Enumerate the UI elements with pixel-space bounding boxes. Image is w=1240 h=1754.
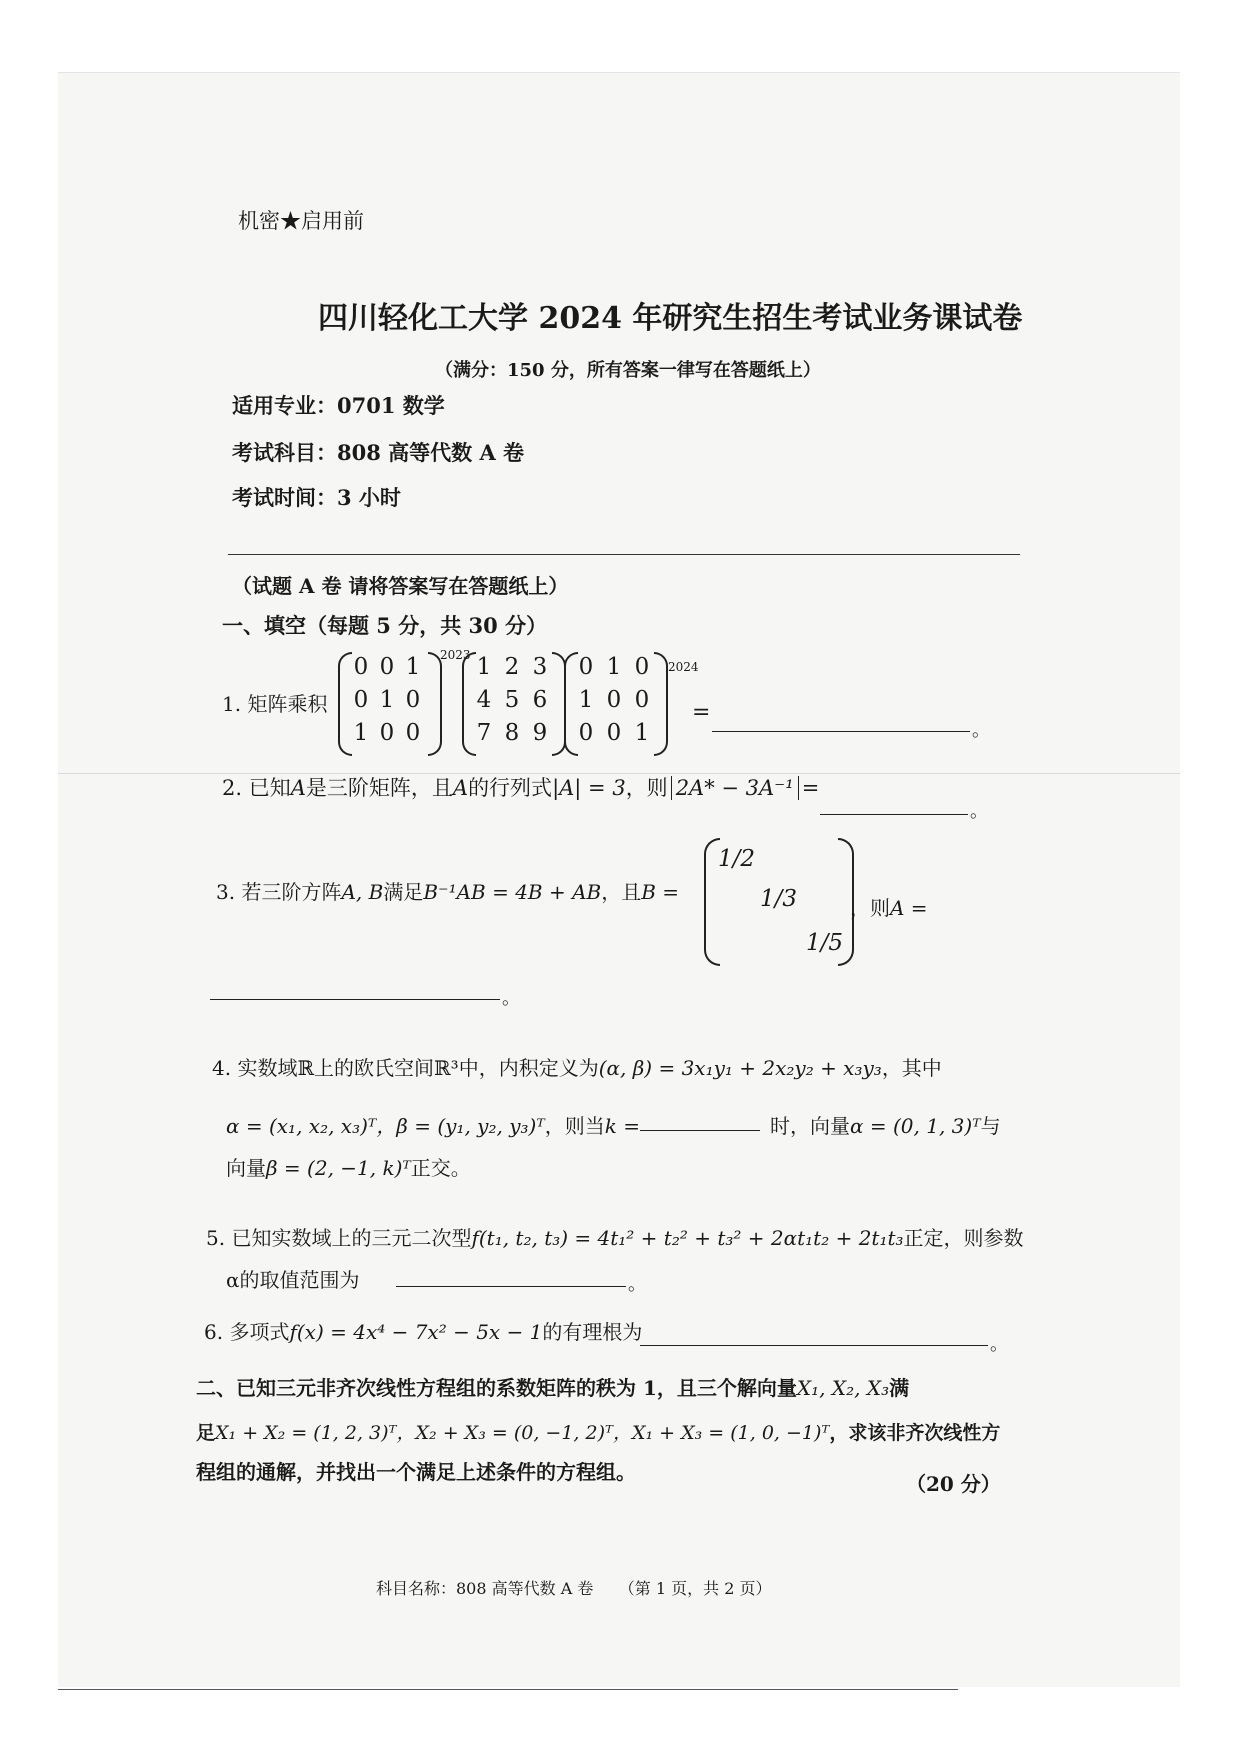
m1-cell: 0	[405, 720, 421, 746]
m2-cell: 1	[476, 654, 492, 680]
q3-B-eq: B =	[641, 880, 680, 904]
m1-cell: 0	[405, 687, 421, 713]
m1-cell: 1	[379, 687, 395, 713]
q2-end: 。	[970, 801, 988, 822]
m1-cell: 0	[379, 654, 395, 680]
m2-cell: 5	[504, 687, 520, 713]
q6-expr: f(x) = 4x⁴ − 7x² − 5x − 1	[289, 1320, 543, 1344]
s2-eq1: X₁ + X₂ = (1, 2, 3)ᵀ	[215, 1422, 397, 1444]
section2-line3: 程组的通解，并找出一个满足上述条件的方程组。	[196, 1460, 636, 1484]
exam-title: 四川轻化工大学 2024 年研究生招生考试业务课试卷	[318, 301, 1023, 336]
q4-line2	[226, 1110, 640, 1139]
s2-vectors: X₁, X₂, X₃	[796, 1376, 890, 1400]
q2-det: |A| = 3	[552, 776, 626, 800]
m3-cell: 0	[606, 720, 622, 746]
q4-alpha-vec: α = (0, 1, 3)ᵀ	[850, 1114, 981, 1138]
q4-with: 与	[980, 1114, 1001, 1138]
m2-cell: 4	[476, 687, 492, 713]
q3-diag-1: 1/2	[718, 846, 756, 872]
q4-when2: 时，向量	[770, 1114, 850, 1138]
q4-line3	[226, 1152, 471, 1181]
q3-then	[850, 892, 928, 921]
major-line: 适用专业：0701 数学	[232, 393, 445, 418]
s2-eq3: ，X₁ + X₃ = (1, 0, −1)ᵀ	[612, 1422, 830, 1444]
matrix-2	[470, 654, 554, 746]
m2-cell: 9	[532, 720, 548, 746]
m1-cell: 1	[353, 720, 369, 746]
m3-cell: 0	[578, 720, 594, 746]
q3-vars: A, B	[341, 880, 384, 904]
m3-cell: 0	[634, 687, 650, 713]
duration-line: 考试时间：3 小时	[232, 485, 401, 510]
q4-beta-def: ，β = (y₁, y₂, y₃)ᵀ	[376, 1114, 545, 1138]
header-divider	[228, 554, 1020, 555]
page-footer: 科目名称：808 高等代数 A 卷 （第 1 页，共 2 页）	[376, 1579, 772, 1598]
q5-line2: α的取值范围为	[226, 1268, 360, 1292]
page-edge-line	[58, 1689, 958, 1690]
instruction-line: （试题 A 卷 请将答案写在答题纸上）	[232, 574, 569, 598]
q4-alpha-def: α = (x₁, x₂, x₃)ᵀ	[226, 1114, 377, 1138]
q6-end: 。	[990, 1334, 1008, 1355]
q3-prefix: 3. 若三阶方阵	[216, 880, 342, 904]
q6-line	[204, 1316, 642, 1345]
m3-cell: 1	[578, 687, 594, 713]
q3-diag-3: 1/5	[806, 930, 844, 956]
q2-mid1: 是三阶矩阵，且	[305, 776, 453, 800]
q2-answer-blank	[820, 813, 968, 815]
q1-label: 1. 矩阵乘积	[222, 692, 328, 716]
q4-beta-vec: β = (2, −1, k)ᵀ	[266, 1156, 411, 1180]
q4-answer-blank	[640, 1129, 760, 1131]
q3-end: 。	[502, 988, 520, 1009]
q4-inner-product: (α, β) = 3x₁y₁ + 2x₂y₂ + x₃y₃	[598, 1056, 882, 1080]
subject-line: 考试科目：808 高等代数 A 卷	[232, 440, 525, 465]
s2-tail2: ，求该非齐次线性方	[829, 1422, 1001, 1444]
q5-suffix: 正定，则参数	[903, 1226, 1024, 1250]
m2-cell: 8	[504, 720, 520, 746]
matrix-1	[348, 654, 426, 746]
q6-answer-blank	[640, 1344, 988, 1346]
section2-points: （20 分）	[906, 1472, 1001, 1496]
section2-line1	[196, 1372, 909, 1401]
q5-f: f(t₁, t₂, t₃) =	[471, 1226, 592, 1250]
q2-var-A: A	[290, 776, 306, 800]
q5-answer-blank	[396, 1285, 626, 1287]
confidential-mark: 机密★启用前	[238, 209, 364, 233]
q1-answer-blank	[712, 730, 970, 732]
s2-intro: 二、已知三元非齐次线性方程组的系数矩阵的秩为 1，且三个解向量	[196, 1376, 797, 1400]
q3-answer-blank	[210, 998, 500, 1000]
m3-right-paren	[654, 652, 668, 756]
q2-mid2: 的行列式	[468, 776, 553, 800]
m1-cell: 1	[405, 654, 421, 680]
q3-A-eq: A =	[890, 896, 928, 920]
q4-when: ，则当	[544, 1114, 605, 1138]
m1-right-paren	[428, 652, 442, 756]
q3-equation: B⁻¹AB = 4B + AB	[423, 880, 602, 904]
exam-subtitle: （满分：150 分，所有答案一律写在答题纸上）	[435, 360, 821, 381]
q5-line1	[206, 1222, 1024, 1251]
m2-cell: 3	[532, 654, 548, 680]
q4-orth: 正交。	[410, 1156, 471, 1180]
q3-mid: 满足	[383, 880, 424, 904]
m1-cell: 0	[353, 687, 369, 713]
q4-vector-word: 向量	[226, 1156, 266, 1180]
q4-where: ，其中	[881, 1056, 942, 1080]
s2-zu: 足	[196, 1422, 216, 1444]
s2-tail1: 满	[889, 1376, 910, 1400]
q2-prefix: 2. 已知	[222, 776, 291, 800]
m1-cell: 0	[353, 654, 369, 680]
m3-cell: 1	[634, 720, 650, 746]
q2-then: ，则	[625, 776, 668, 800]
m3-cell: 0	[634, 654, 650, 680]
q5-prefix: 5. 已知实数域上的三元二次型	[206, 1226, 472, 1250]
section2-line2	[196, 1418, 1000, 1445]
q4-line2-tail	[770, 1110, 1001, 1139]
q6-prefix: 6. 多项式	[204, 1320, 290, 1344]
q5-end: 。	[628, 1274, 646, 1295]
q2-var-A2: A	[452, 776, 469, 800]
q2-expr: 2A* − 3A⁻¹	[671, 776, 799, 800]
m1-exponent: 2023	[440, 648, 471, 662]
q3-diag-2: 1/3	[760, 886, 798, 912]
q1-end: 。	[972, 720, 990, 741]
q4-line1	[212, 1052, 942, 1081]
q3-text	[216, 876, 679, 905]
m2-cell: 7	[476, 720, 492, 746]
m2-cell: 2	[504, 654, 520, 680]
m3-cell: 0	[606, 687, 622, 713]
section1-heading: 一、填空（每题 5 分，共 30 分）	[222, 613, 548, 638]
m3-cell: 0	[578, 654, 594, 680]
q1-equals: =	[692, 700, 711, 725]
q2-text	[222, 772, 819, 802]
q4-intro: 4. 实数域ℝ上的欧氏空间ℝ³中，内积定义为	[212, 1056, 599, 1080]
matrix-3	[572, 654, 656, 746]
q3-then-word: ，则	[850, 896, 890, 920]
q5-expr: 4t₁² + t₂² + t₃² + 2αt₁t₂ + 2t₁t₃	[597, 1226, 904, 1250]
q3-and: ，且	[601, 880, 642, 904]
m2-cell: 6	[532, 687, 548, 713]
m1-cell: 0	[379, 720, 395, 746]
q4-k: k =	[604, 1114, 640, 1138]
m3-cell: 1	[606, 654, 622, 680]
q6-suffix: 的有理根为	[542, 1320, 643, 1344]
m3-exponent: 2024	[668, 660, 699, 674]
s2-eq2: ，X₂ + X₃ = (0, −1, 2)ᵀ	[396, 1422, 613, 1444]
q2-eq: =	[801, 776, 820, 800]
